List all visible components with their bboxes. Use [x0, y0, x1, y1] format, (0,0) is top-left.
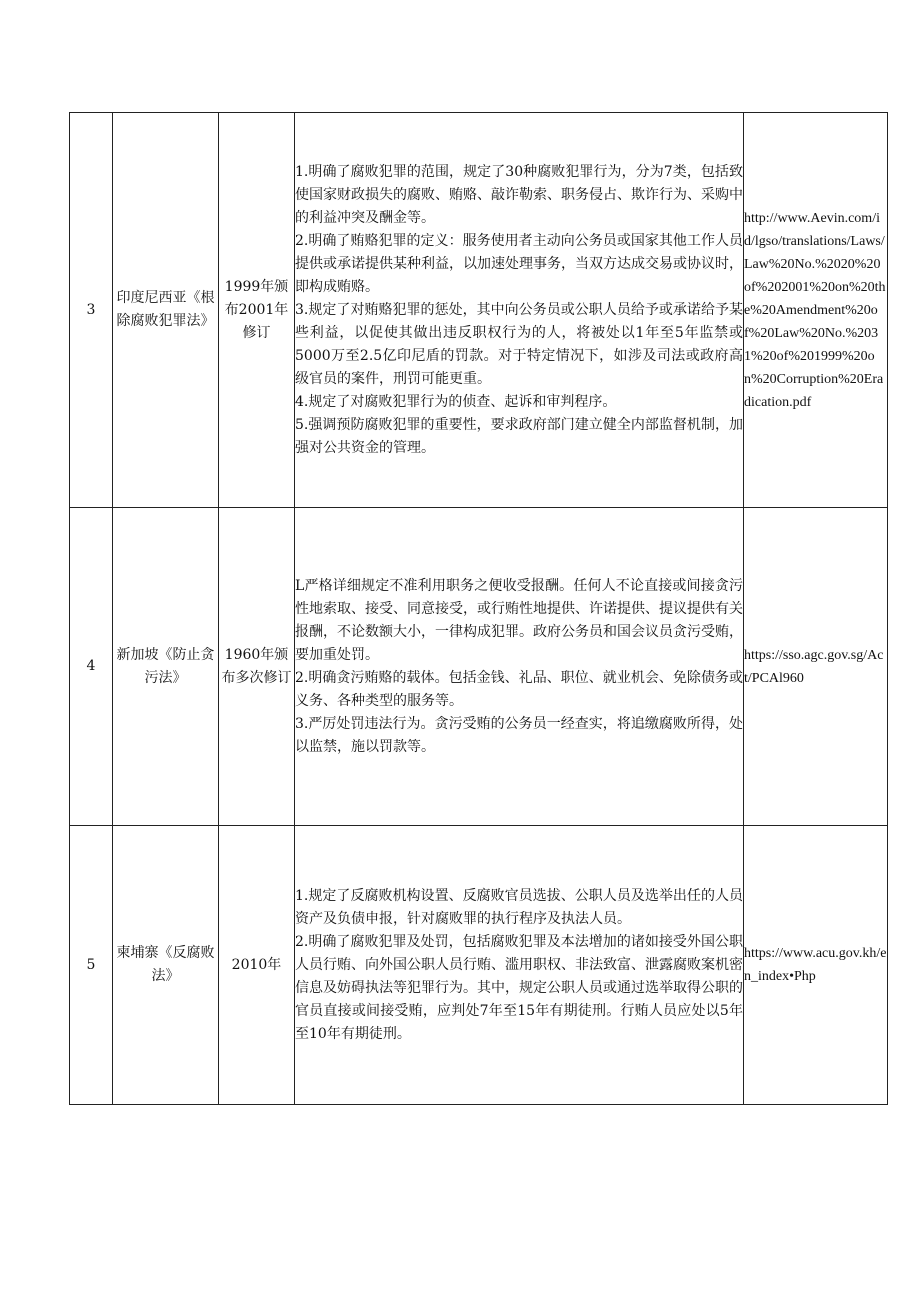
- law-date: 1960年颁布多次修订: [219, 508, 295, 826]
- content-paragraph: 5.强调预防腐败犯罪的重要性，要求政府部门建立健全内部监督机制，加强对公共资金的管理。: [295, 416, 743, 456]
- table-row: [70, 826, 888, 1105]
- content-paragraph: 1.明确了腐败犯罪的范围，规定了30种腐败犯罪行为，分为7类，包括致使国家财政损失的腐败、贿赂、敲诈勒索、职务侵占、欺诈行为、采购中的利益冲突及酬金等。: [295, 163, 743, 226]
- content-paragraph: 3.严厉处罚违法行为。贪污受贿的公务员一经查实，将追缴腐败所得，处以监禁，施以罚款等。: [295, 715, 743, 755]
- law-url: https://www.acu.gov.kh/en_index•Php: [744, 826, 888, 1105]
- content-paragraph: 3.规定了对贿赂犯罪的惩处，其中向公务员或公职人员给予或承诺给予某些利益，以促使其做出违反职权行为的人，将被处以1年至5年监禁或5000万至2.5亿印尼盾的罚款。对于特定情况下，如涉及司法或政府高级官员的案件，刑罚可能更重。: [295, 301, 743, 387]
- content-paragraph: 1.规定了反腐败机构设置、反腐败官员选拔、公职人员及选举出任的人员资产及负债申报，针对腐败罪的执行程序及执法人员。: [295, 887, 743, 927]
- law-url: https://sso.agc.gov.sg/Act/PCAl960: [744, 508, 888, 826]
- row-number: 3: [70, 113, 113, 508]
- law-url: http://www.Aevin.com/id/lgso/translations/Laws/Law%20No.%2020%20of%202001%20on%20the%20Amendment%20of%20Law%20No.%2031%20of%201999%20on%20Corruption%20Eradication.pdf: [744, 113, 888, 508]
- law-content: [295, 508, 744, 826]
- table-row: [70, 113, 888, 508]
- row-number: 4: [70, 508, 113, 826]
- law-content: [295, 113, 744, 508]
- content-paragraph: 2.明确贪污贿赂的载体。包括金钱、礼品、职位、就业机会、免除债务或义务、各种类型的服务等。: [295, 669, 743, 709]
- row-number: 5: [70, 826, 113, 1105]
- law-name: 新加坡《防止贪污法》: [113, 508, 219, 826]
- table-row: [70, 508, 888, 826]
- content-paragraph: 4.规定了对腐败犯罪行为的侦查、起诉和审判程序。: [295, 393, 617, 410]
- law-table: [69, 112, 888, 1105]
- content-paragraph: 2.明确了贿赂犯罪的定义：服务使用者主动向公务员或国家其他工作人员提供或承诺提供某种利益，以加速处理事务，当双方达成交易或协议时，即构成贿赂。: [295, 232, 743, 295]
- law-date: 1999年颁布2001年修订: [219, 113, 295, 508]
- law-content: [295, 826, 744, 1105]
- content-paragraph: 2.明确了腐败犯罪及处罚，包括腐败犯罪及本法增加的诸如接受外国公职人员行贿、向外国公职人员行贿、滥用职权、非法致富、泄露腐败案机密信息及妨碍执法等犯罪行为。其中，规定公职人员或通过选举取得公职的官员直接或间接受贿，应判处7年至15年有期徒刑。行贿人员应处以5年至10年有期徒刑。: [295, 933, 743, 1042]
- law-name: 柬埔寨《反腐败法》: [113, 826, 219, 1105]
- law-date: 2010年: [219, 826, 295, 1105]
- content-paragraph: L严格详细规定不准利用职务之便收受报酬。任何人不论直接或间接贪污性地索取、接受、同意接受，或行贿性地提供、许诺提供、提议提供有关报酬，不论数额大小，一律构成犯罪。政府公务员和国会议员贪污受贿，要加重处罚。: [295, 577, 743, 663]
- law-name: 印度尼西亚《根除腐败犯罪法》: [113, 113, 219, 508]
